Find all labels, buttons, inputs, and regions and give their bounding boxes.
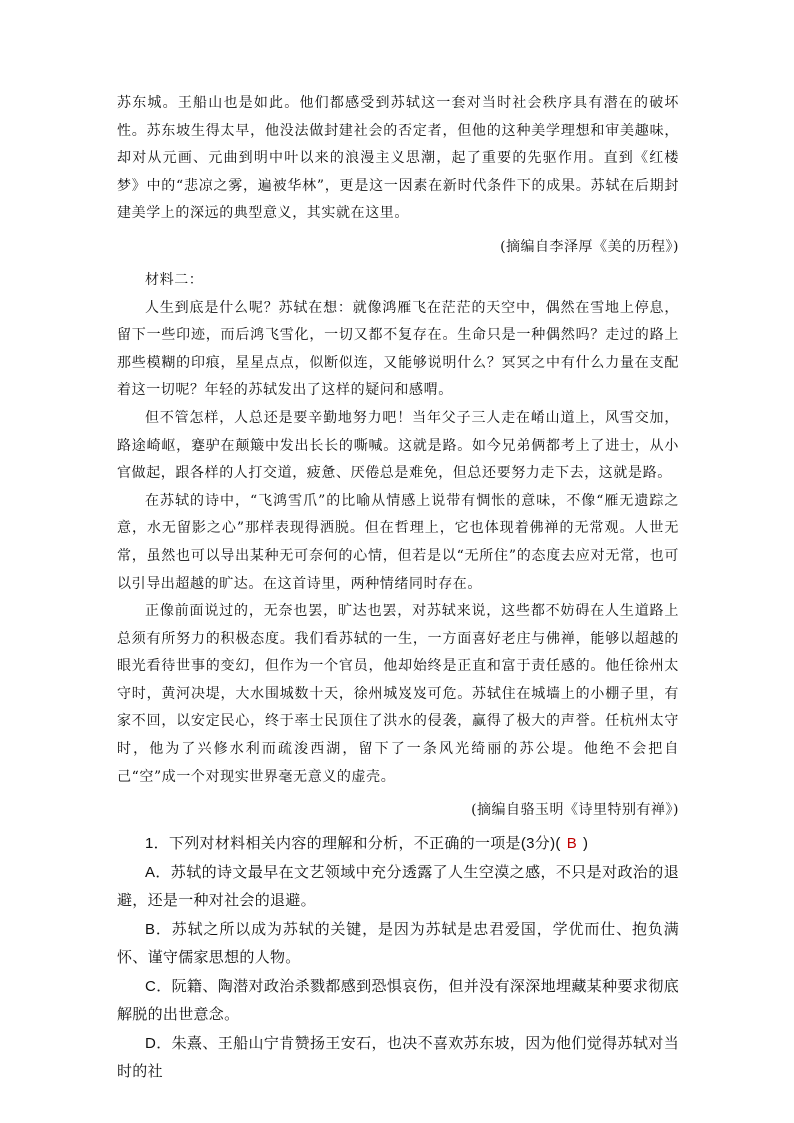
source-citation-one: (摘编自李泽厚《美的历程》): [500, 238, 679, 255]
source-citation-two: (摘编自骆玉明《诗里特别有禅》): [471, 802, 679, 819]
option-d: D．朱熹、王船山宁肯赞扬王安石，也决不喜欢苏东坡，因为他们觉得苏轼对当时的社: [117, 1035, 679, 1080]
material-two-paragraph: 人生到底是什么呢？苏轼在想：就像鸿雁飞在茫茫的天空中，偶然在雪地上停息，留下一些印迹，而后鸿飞雪化，一切又都不复存在。生命只是一种偶然吗？走过的路上那些模糊的印痕，星星点点，似断似连，又能够说明什么？冥冥之中有什么力量在支配着这一切呢？年轻的苏轼发出了这样的疑问和感喟。: [117, 299, 679, 399]
material-two-paragraph: 在苏轼的诗中，“飞鸿雪爪”的比喻从情感上说带有惆怅的意味，不像“雁无遗踪之意，水无留影之心”那样表现得洒脱。但在哲理上，它也体现着佛禅的无常观。人世无常，虽然也可以导出某种无可奈何的心情，但若是以“无所住”的态度去应对无常，也可以引导出超越的旷达。在这首诗里，两种情绪同时存在。: [117, 492, 679, 592]
material-two-paragraph: 但不管怎样，人总还是要辛勤地努力吧！当年父子三人走在崤山道上，风雪交加，路途崎岖，蹇驴在颠簸中发出长长的嘶喊。这就是路。如今兄弟俩都考上了进士，从小官做起，跟各样的人打交道，疲惫、厌倦总是难免，但总还要努力走下去，这就是路。: [117, 409, 679, 482]
answer-key: B: [566, 835, 577, 853]
material-two-heading: 材料二：: [145, 271, 204, 288]
question-stem-text: 1．下列对材料相关内容的理解和分析，不正确的一项是(3分)(: [145, 835, 561, 853]
option-b: B．苏轼之所以成为苏轼的关键，是因为苏轼是忠君爱国，学优而仕、抱负满怀、谨守儒家思想的人物。: [117, 921, 679, 966]
question-one-stem: [117, 830, 679, 857]
option-c: C．阮籍、陶潜对政治杀戮都感到恐惧哀伤，但并没有深深地埋藏某种要求彻底解脱的出世意念。: [117, 978, 679, 1023]
option-a: A．苏轼的诗文最早在文艺领域中充分透露了人生空漠之感，不只是对政治的退避，还是一种对社会的退避。: [117, 864, 679, 909]
question-stem-close: ): [583, 835, 589, 853]
material-two-paragraph: 正像前面说过的，无奈也罢，旷达也罢，对苏轼来说，这些都不妨碍在人生道路上总须有所努力的积极态度。我们看苏轼的一生，一方面喜好老庄与佛禅，能够以超越的眼光看待世事的变幻，但作为一个官员，他却始终是正直和富于责任感的。他任徐州太守时，黄河决堤，大水围城数十天，徐州城岌岌可危。苏轼住在城墙上的小棚子里，有家不回，以安定民心，终于率士民顶住了洪水的侵袭，赢得了极大的声誉。任杭州太守时，他为了兴修水利而疏浚西湖，留下了一条风光绮丽的苏公堤。他绝不会把自己“空”成一个对现实世界毫无意义的虚壳。: [117, 603, 679, 785]
material-one-tail-paragraph: 苏东城。王船山也是如此。他们都感受到苏轼这一套对当时社会秩序具有潜在的破坏性。苏东坡生得太早，他没法做封建社会的否定者，但他的这种美学理想和审美趣味，却对从元画、元曲到明中叶以来的浪漫主义思潮，起了重要的先驱作用。直到《红楼梦》中的“悲凉之雾，遍被华林”，更是这一因素在新时代条件下的成果。苏轼在后期封建美学上的深远的典型意义，其实就在这里。: [117, 95, 679, 222]
document-page: [117, 90, 679, 1085]
